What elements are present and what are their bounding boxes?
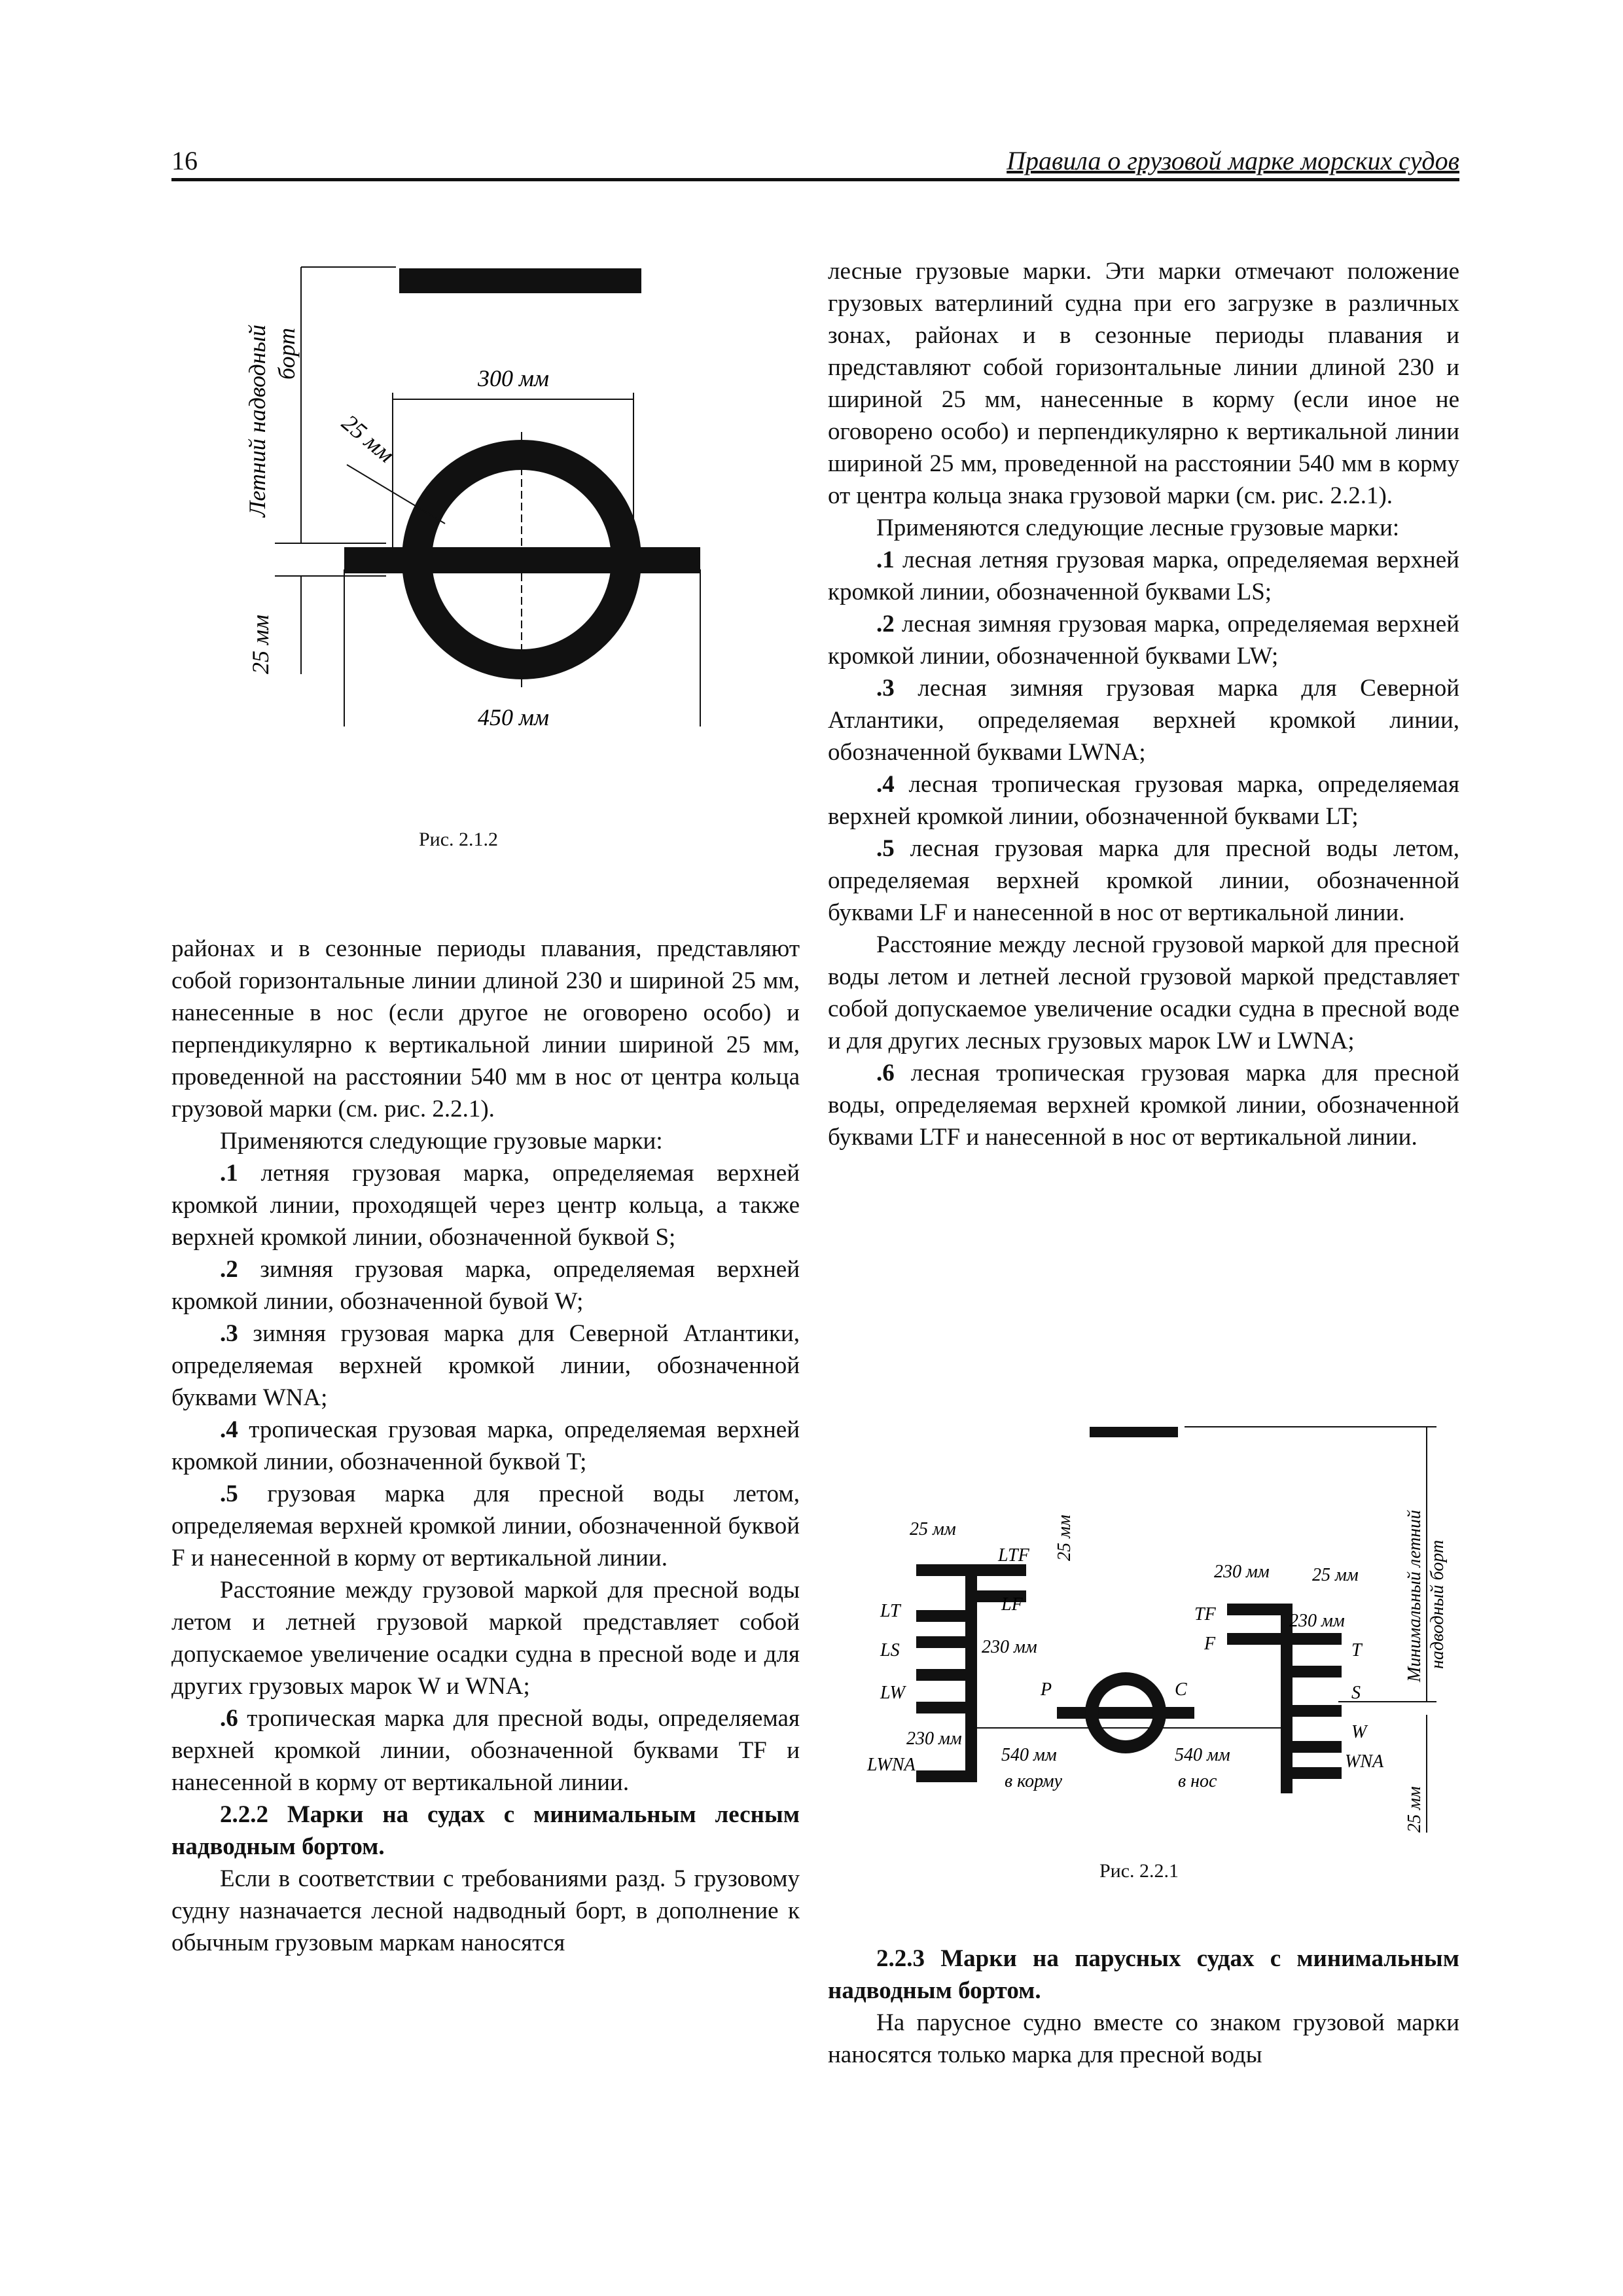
right-column-bottom — [828, 1943, 1459, 2071]
label-25mm-ring: 25 мм — [336, 409, 400, 468]
paragraph: На парусное судно вместе со знаком грузовой марки наносятся только марка для пресной воды — [828, 2009, 1459, 2068]
paragraph: Применяются следующие лесные грузовые марки: — [876, 514, 1400, 541]
label-T: T — [1351, 1640, 1362, 1660]
list-item: .2 лесная зимняя грузовая марка, определяемая верхней кромкой линии, обозначенной буквами LW; — [828, 611, 1459, 670]
label-P: P — [1041, 1679, 1052, 1700]
list-item: .6 тропическая марка для пресной воды, определяемая верхней кромкой линии, обозначенной буквами TF и нанесенной в корму от вертикальной линии. — [171, 1705, 800, 1796]
paragraph: Расстояние между грузовой маркой для пресной воды летом и летней грузовой маркой представляет собой допускаемое увеличение осадки судна в пресной воде и для других грузовых марок W и WNA; — [171, 1577, 800, 1700]
label-230mm-c: 230 мм — [1214, 1562, 1270, 1582]
figure-2-2-1 — [828, 1414, 1459, 1846]
right-column — [828, 255, 1459, 1153]
label-F: F — [1204, 1634, 1216, 1654]
list-item: .3 лесная зимняя грузовая марка для Северной Атлантики, определяемая верхней кромкой линии, обозначенной буквами LWNA; — [828, 675, 1459, 766]
list-item: .1 летняя грузовая марка, определяемая верхней кромкой линии, проходящей через центр кольца, а также верхней кромкой линии, обозначенной буквой S; — [171, 1160, 800, 1251]
list-item: .6 лесная тропическая грузовая марка для пресной воды, определяемая верхней кромкой линии, обозначенной буквами LTF и нанесенной в нос от вертикальной линии. — [828, 1060, 1459, 1151]
label-230mm-a: 230 мм — [982, 1637, 1037, 1657]
label-freeboard-2: борт — [274, 327, 300, 380]
list-item: .2 зимняя грузовая марка, определяемая верхней кромкой линии, обозначенной бувой W; — [171, 1256, 800, 1315]
label-min-freeboard: Минимальный летний — [1404, 1510, 1425, 1682]
label-25mm-left: 25 мм — [910, 1519, 956, 1539]
header-rule — [171, 178, 1459, 181]
left-column — [171, 933, 800, 1959]
page-number: 16 — [171, 146, 198, 175]
label-min-freeboard-2: надводный борт — [1427, 1539, 1448, 1669]
paragraph: лесные грузовые марки. Эти марки отмечают положение грузовых ватерлиний судна при его загрузке в различных зонах, районах и в сезонные периоды плавания и представляют собой горизонтальные линии длиной 230 и шириной 25 мм, нанесенные в корму (если иное не оговорено особо) и перпендикулярно к вертикальной линии шириной 25 мм, проведенной на расстоянии 540 мм в корму от центра кольца знака грузовой марки (см. рис. 2.2.1). — [828, 258, 1459, 509]
label-25mm-top: 25 мм — [1054, 1515, 1075, 1561]
caption-fig-2-2-1: Рис. 2.2.1 — [1099, 1860, 1179, 1882]
label-to-stern: в корму — [1005, 1771, 1063, 1791]
list-item: .1 лесная летняя грузовая марка, определяемая верхней кромкой линии, обозначенной буквами LS; — [828, 547, 1459, 605]
paragraph: Применяются следующие грузовые марки: — [220, 1128, 663, 1155]
label-W: W — [1351, 1722, 1367, 1742]
label-450mm: 450 мм — [478, 704, 549, 726]
list-item: .4 тропическая грузовая марка, определяемая верхней кромкой линии, обозначенной буквой T; — [171, 1416, 800, 1475]
section-heading: 2.2.3 Марки на парусных судах с минимальным надводным бортом. — [828, 1945, 1459, 2004]
figure-2-1-2 — [229, 255, 726, 726]
label-to-bow: в нос — [1178, 1771, 1217, 1791]
label-C: C — [1175, 1679, 1187, 1700]
running-title: Правила о грузовой марке морских судов — [1007, 146, 1459, 175]
label-25mm-bottom: 25 мм — [1404, 1786, 1425, 1833]
label-LF: LF — [1001, 1594, 1023, 1615]
label-freeboard: Летний надводный — [244, 325, 270, 517]
label-230mm-d: 230 мм — [1289, 1611, 1345, 1631]
paragraph: Если в соответствии с требованиями разд. 5 грузовому судну назначается лесной надводный борт, в дополнение к обычным грузовым маркам наносятся — [171, 1865, 800, 1956]
label-TF: TF — [1194, 1604, 1216, 1624]
label-230mm-b: 230 мм — [906, 1729, 962, 1749]
section-heading: 2.2.2 Марки на судах с минимальным лесным надводным бортом. — [171, 1801, 800, 1860]
label-300mm: 300 мм — [478, 365, 549, 391]
label-LWNA: LWNA — [867, 1755, 916, 1775]
label-540mm-b: 540 мм — [1175, 1745, 1230, 1765]
caption-fig-2-1-2: Рис. 2.1.2 — [419, 829, 499, 850]
label-LS: LS — [880, 1640, 900, 1660]
list-item: .4 лесная тропическая грузовая марка, определяемая верхней кромкой линии, обозначенной буквами LT; — [828, 771, 1459, 830]
paragraph: Расстояние между лесной грузовой маркой для пресной воды летом и летней лесной грузовой маркой представляет собой допускаемое увеличение осадки судна в пресной воде и для других лесных грузовых марок LW и LWNA; — [828, 931, 1459, 1054]
paragraph: районах и в сезонные периоды плавания, представляют собой горизонтальные линии длиной 230 и шириной 25 мм, нанесенные в нос (если другое не оговорено особо) и перпендикулярно к вертикальной линии шириной 25 мм, проведенной на расстоянии 540 мм в нос от центра кольца грузовой марки (см. рис. 2.2.1). — [171, 935, 800, 1122]
list-item: .3 зимняя грузовая марка для Северной Атлантики, определяемая верхней кромкой линии, обозначенной буквами WNA; — [171, 1320, 800, 1411]
label-LW: LW — [880, 1683, 905, 1703]
label-LT: LT — [880, 1601, 901, 1621]
list-item: .5 грузовая марка для пресной воды летом, определяемая верхней кромкой линии, обозначенной буквой F и нанесенной в корму от вертикальной линии. — [171, 1480, 800, 1571]
list-item: .5 лесная грузовая марка для пресной воды летом, определяемая верхней кромкой линии, обозначенной буквами LF и нанесенной в нос от вертикальной линии. — [828, 835, 1459, 926]
label-25mm-line: 25 мм — [247, 615, 274, 674]
label-LTF: LTF — [998, 1545, 1029, 1566]
label-S: S — [1351, 1683, 1361, 1703]
label-540mm-a: 540 мм — [1001, 1745, 1057, 1765]
label-25mm-right: 25 мм — [1312, 1565, 1359, 1585]
label-WNA: WNA — [1345, 1751, 1384, 1772]
